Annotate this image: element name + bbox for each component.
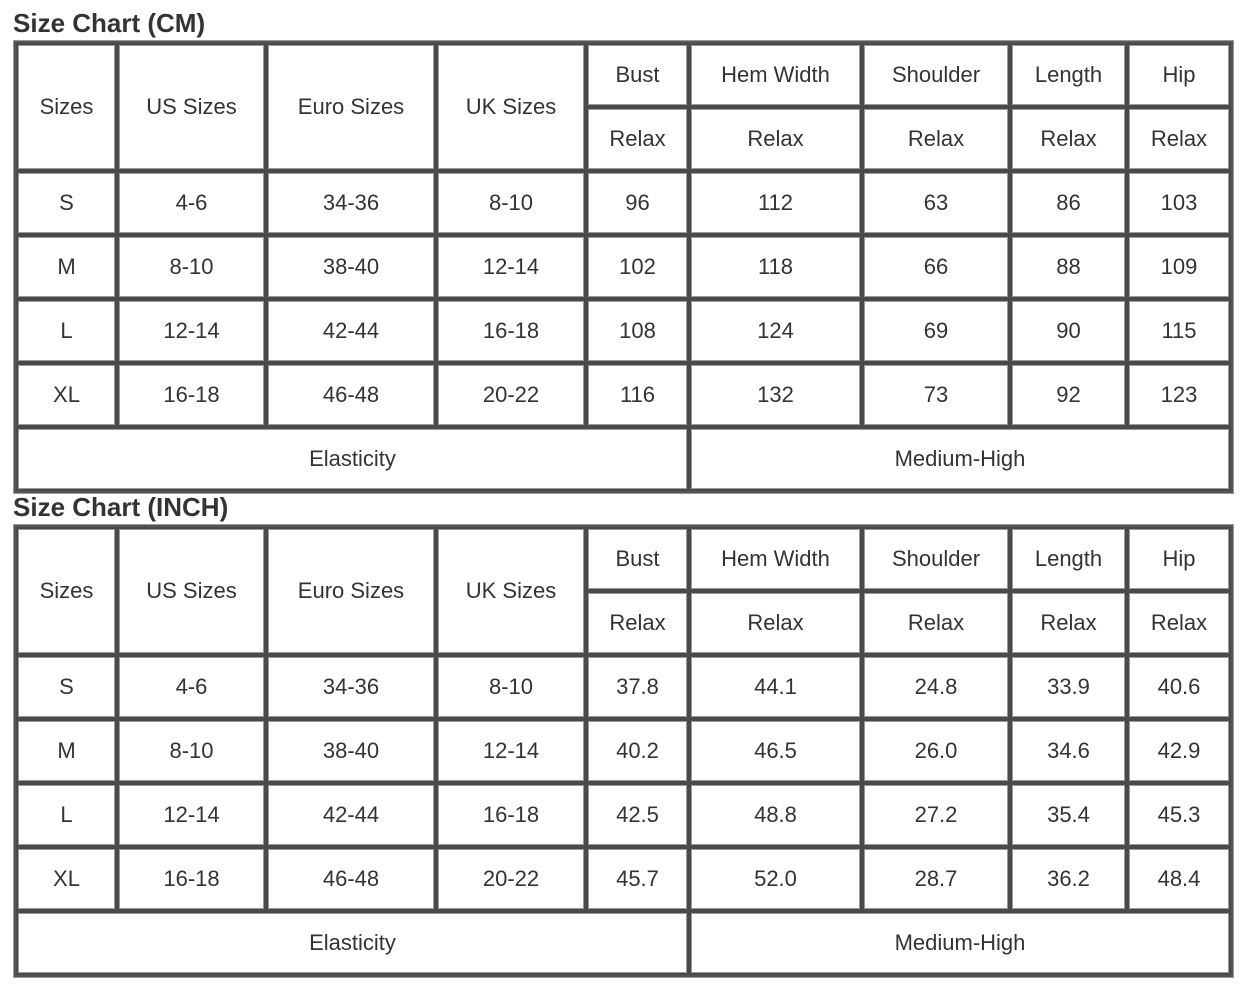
cell-euro-size: 38-40 [266, 235, 436, 299]
cell-hip: 42.9 [1127, 719, 1231, 783]
elasticity-value: Medium-High [689, 427, 1231, 491]
subheader-hem-width-relax: Relax [689, 107, 862, 171]
cell-euro-size: 42-44 [266, 783, 436, 847]
cell-euro-size: 42-44 [266, 299, 436, 363]
cell-shoulder: 28.7 [862, 847, 1010, 911]
table-row [16, 299, 1231, 363]
cell-hip: 48.4 [1127, 847, 1231, 911]
cell-bust: 45.7 [586, 847, 689, 911]
header-euro-sizes: Euro Sizes [266, 43, 436, 171]
header-row [16, 527, 1231, 591]
cell-length: 33.9 [1010, 655, 1127, 719]
cell-shoulder: 73 [862, 363, 1010, 427]
table-row [16, 363, 1231, 427]
cell-shoulder: 24.8 [862, 655, 1010, 719]
cell-us-size: 16-18 [117, 363, 266, 427]
header-sizes: Sizes [16, 527, 117, 655]
cell-length: 86 [1010, 171, 1127, 235]
elasticity-row [16, 911, 1231, 975]
elasticity-value: Medium-High [689, 911, 1231, 975]
cell-hem-width: 118 [689, 235, 862, 299]
cell-euro-size: 38-40 [266, 719, 436, 783]
header-us-sizes: US Sizes [117, 527, 266, 655]
header-shoulder: Shoulder [862, 43, 1010, 107]
table-row [16, 783, 1231, 847]
cell-uk-size: 8-10 [436, 655, 586, 719]
subheader-bust-relax: Relax [586, 107, 689, 171]
header-uk-sizes: UK Sizes [436, 527, 586, 655]
cell-us-size: 16-18 [117, 847, 266, 911]
cell-uk-size: 12-14 [436, 719, 586, 783]
cell-shoulder: 26.0 [862, 719, 1010, 783]
cell-hip: 115 [1127, 299, 1231, 363]
cell-hip: 40.6 [1127, 655, 1231, 719]
header-hip: Hip [1127, 43, 1231, 107]
cell-uk-size: 16-18 [436, 299, 586, 363]
cell-size: XL [16, 363, 117, 427]
elasticity-label: Elasticity [16, 427, 689, 491]
cell-hem-width: 132 [689, 363, 862, 427]
header-euro-sizes: Euro Sizes [266, 527, 436, 655]
cell-hem-width: 52.0 [689, 847, 862, 911]
cell-hem-width: 112 [689, 171, 862, 235]
cell-hip: 109 [1127, 235, 1231, 299]
cell-uk-size: 12-14 [436, 235, 586, 299]
subheader-shoulder-relax: Relax [862, 591, 1010, 655]
cell-us-size: 12-14 [117, 783, 266, 847]
cell-bust: 40.2 [586, 719, 689, 783]
cell-euro-size: 46-48 [266, 363, 436, 427]
subheader-bust-relax: Relax [586, 591, 689, 655]
table-row [16, 171, 1231, 235]
cell-bust: 108 [586, 299, 689, 363]
cell-bust: 37.8 [586, 655, 689, 719]
header-hem-width: Hem Width [689, 43, 862, 107]
cell-us-size: 8-10 [117, 235, 266, 299]
header-length: Length [1010, 43, 1127, 107]
header-bust: Bust [586, 527, 689, 591]
table-row [16, 719, 1231, 783]
header-us-sizes: US Sizes [117, 43, 266, 171]
cell-size: M [16, 235, 117, 299]
cell-length: 35.4 [1010, 783, 1127, 847]
size-chart-cm-title: Size Chart (CM) [13, 8, 206, 38]
header-length: Length [1010, 527, 1127, 591]
cell-size: L [16, 299, 117, 363]
cell-size: L [16, 783, 117, 847]
cell-us-size: 12-14 [117, 299, 266, 363]
header-hip: Hip [1127, 527, 1231, 591]
cell-uk-size: 8-10 [436, 171, 586, 235]
cell-bust: 96 [586, 171, 689, 235]
subheader-length-relax: Relax [1010, 107, 1127, 171]
cell-length: 36.2 [1010, 847, 1127, 911]
cell-length: 90 [1010, 299, 1127, 363]
cell-shoulder: 27.2 [862, 783, 1010, 847]
header-row [16, 43, 1231, 107]
cell-shoulder: 66 [862, 235, 1010, 299]
cell-uk-size: 16-18 [436, 783, 586, 847]
cell-bust: 42.5 [586, 783, 689, 847]
table-row [16, 847, 1231, 911]
cell-bust: 116 [586, 363, 689, 427]
cell-uk-size: 20-22 [436, 847, 586, 911]
cell-length: 88 [1010, 235, 1127, 299]
cell-us-size: 4-6 [117, 171, 266, 235]
cell-euro-size: 46-48 [266, 847, 436, 911]
cell-us-size: 8-10 [117, 719, 266, 783]
header-hem-width: Hem Width [689, 527, 862, 591]
cell-euro-size: 34-36 [266, 655, 436, 719]
subheader-shoulder-relax: Relax [862, 107, 1010, 171]
cell-size: S [16, 171, 117, 235]
cell-size: S [16, 655, 117, 719]
elasticity-label: Elasticity [16, 911, 689, 975]
cell-length: 34.6 [1010, 719, 1127, 783]
cell-size: XL [16, 847, 117, 911]
cell-hip: 123 [1127, 363, 1231, 427]
size-chart-cm-table [14, 41, 1233, 493]
size-chart-inch-title: Size Chart (INCH) [13, 492, 229, 522]
table-row [16, 235, 1231, 299]
cell-euro-size: 34-36 [266, 171, 436, 235]
cell-hem-width: 124 [689, 299, 862, 363]
cell-length: 92 [1010, 363, 1127, 427]
cell-uk-size: 20-22 [436, 363, 586, 427]
cell-hip: 103 [1127, 171, 1231, 235]
size-chart-inch-table [14, 525, 1233, 977]
header-shoulder: Shoulder [862, 527, 1010, 591]
cell-hem-width: 48.8 [689, 783, 862, 847]
cell-hem-width: 46.5 [689, 719, 862, 783]
cell-shoulder: 63 [862, 171, 1010, 235]
subheader-hem-width-relax: Relax [689, 591, 862, 655]
subheader-hip-relax: Relax [1127, 591, 1231, 655]
elasticity-row [16, 427, 1231, 491]
cell-size: M [16, 719, 117, 783]
cell-hip: 45.3 [1127, 783, 1231, 847]
subheader-length-relax: Relax [1010, 591, 1127, 655]
header-uk-sizes: UK Sizes [436, 43, 586, 171]
cell-shoulder: 69 [862, 299, 1010, 363]
cell-us-size: 4-6 [117, 655, 266, 719]
table-row [16, 655, 1231, 719]
header-bust: Bust [586, 43, 689, 107]
subheader-hip-relax: Relax [1127, 107, 1231, 171]
cell-hem-width: 44.1 [689, 655, 862, 719]
cell-bust: 102 [586, 235, 689, 299]
header-sizes: Sizes [16, 43, 117, 171]
